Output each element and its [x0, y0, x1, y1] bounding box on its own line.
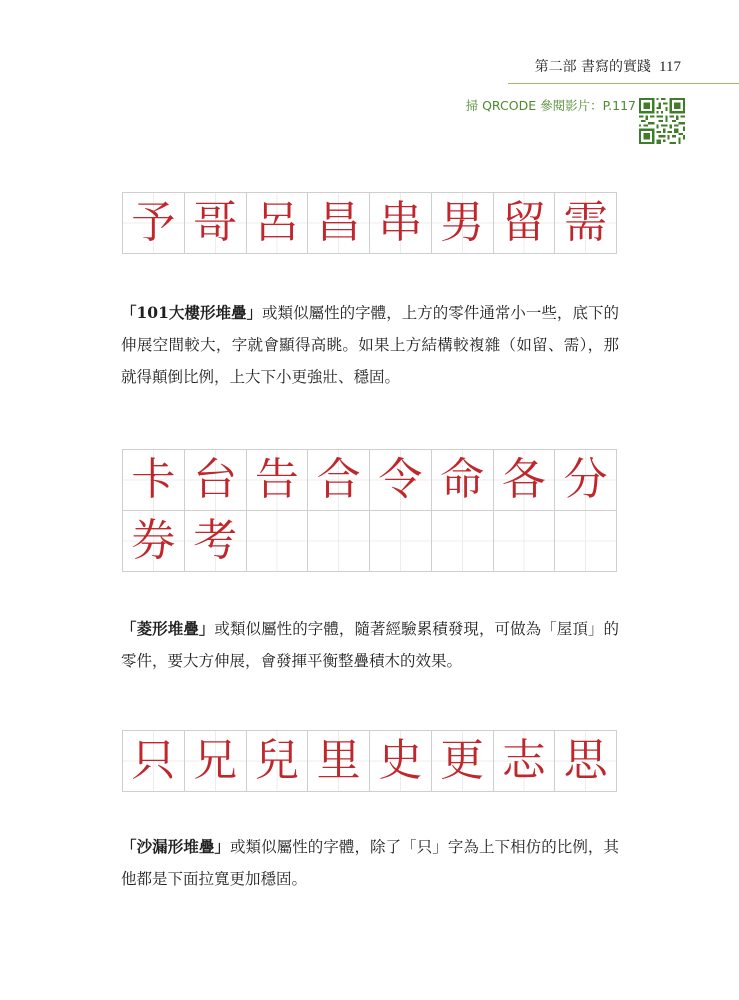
grid-cell — [123, 193, 185, 254]
grid-cell — [494, 193, 556, 254]
calligraphy-character: 史 — [378, 735, 423, 786]
grid-cell — [308, 193, 370, 254]
grid-cell — [247, 450, 309, 511]
grid-cell-empty — [247, 511, 309, 572]
grid-cell — [555, 193, 617, 254]
grid-cell — [432, 731, 494, 792]
grid-cell — [432, 450, 494, 511]
grid-cell — [123, 450, 185, 511]
grid-cell — [185, 511, 247, 572]
calligraphy-character: 卡 — [131, 454, 176, 505]
header-rule — [508, 83, 739, 84]
grid-cell-empty — [308, 511, 370, 572]
calligraphy-character: 分 — [563, 454, 608, 505]
calligraphy-character: 思 — [563, 735, 608, 786]
grid-cell-empty — [370, 511, 432, 572]
calligraphy-character: 合 — [316, 454, 361, 505]
grid-cell — [494, 731, 556, 792]
qr-caption: 掃 QRCODE 參閱影片：P.117 — [465, 98, 636, 113]
paragraph-text: 或類似屬性的字體，隨著經驗累積發現，可做為「屋頂」的零件，要大方伸展，會發揮平衡整疊積木的效果。 — [121, 619, 619, 670]
character-grid-1 — [122, 192, 617, 254]
term-label: 「101大樓形堆疊」 — [121, 302, 263, 322]
grid-cell — [185, 450, 247, 511]
calligraphy-character: 更 — [440, 735, 485, 786]
calligraphy-character: 只 — [131, 735, 176, 786]
calligraphy-character: 各 — [501, 454, 546, 505]
page-number: 117 — [659, 59, 681, 75]
body-paragraph-2 — [121, 613, 619, 677]
body-paragraph-3 — [121, 831, 619, 895]
grid-cell — [555, 731, 617, 792]
grid-cell — [555, 450, 617, 511]
grid-cell — [247, 193, 309, 254]
running-header — [535, 56, 681, 76]
grid-cell — [308, 450, 370, 511]
calligraphy-character: 志 — [501, 735, 546, 786]
calligraphy-character: 兒 — [254, 735, 299, 786]
calligraphy-character: 里 — [316, 735, 361, 786]
term-label: 「菱形堆疊」 — [121, 618, 215, 638]
paragraph-text: 或類似屬性的字體，除了「只」字為上下相仿的比例，其他都是下面拉寬更加穩固。 — [121, 837, 619, 888]
calligraphy-character: 串 — [378, 197, 423, 248]
character-grid-3 — [122, 730, 617, 792]
grid-cell — [185, 731, 247, 792]
calligraphy-character: 兄 — [193, 735, 238, 786]
grid-cell — [123, 511, 185, 572]
grid-cell — [123, 731, 185, 792]
section-title: 第二部 書寫的實踐 — [534, 59, 652, 75]
calligraphy-character: 留 — [501, 197, 546, 248]
grid-cell — [370, 193, 432, 254]
term-label: 「沙漏形堆疊」 — [121, 836, 230, 856]
grid-cell — [432, 193, 494, 254]
calligraphy-character: 券 — [131, 515, 176, 566]
calligraphy-character: 令 — [378, 454, 423, 505]
grid-cell — [370, 731, 432, 792]
body-paragraph-1 — [121, 297, 619, 393]
calligraphy-character: 告 — [254, 454, 299, 505]
character-grid-2 — [122, 449, 617, 572]
grid-cell — [308, 731, 370, 792]
grid-cell — [494, 450, 556, 511]
grid-cell — [370, 450, 432, 511]
qr-code-icon[interactable] — [639, 98, 685, 144]
calligraphy-character: 哥 — [193, 197, 238, 248]
grid-cell-empty — [494, 511, 556, 572]
calligraphy-character: 昌 — [316, 197, 361, 248]
calligraphy-character: 呂 — [254, 197, 299, 248]
calligraphy-character: 男 — [440, 197, 485, 248]
grid-cell — [185, 193, 247, 254]
paragraph-text: 或類似屬性的字體，上方的零件通常小一些，底下的伸展空間較大，字就會顯得高眺。如果上方結構較複雜（如留、需），那就得顛倒比例，上大下小更強壯、穩固。 — [121, 303, 619, 386]
calligraphy-character: 台 — [193, 454, 238, 505]
calligraphy-character: 考 — [193, 515, 238, 566]
calligraphy-character: 命 — [440, 454, 485, 505]
calligraphy-character: 予 — [131, 197, 176, 248]
grid-cell — [247, 731, 309, 792]
grid-cell-empty — [555, 511, 617, 572]
calligraphy-character: 需 — [563, 197, 608, 248]
grid-cell-empty — [432, 511, 494, 572]
